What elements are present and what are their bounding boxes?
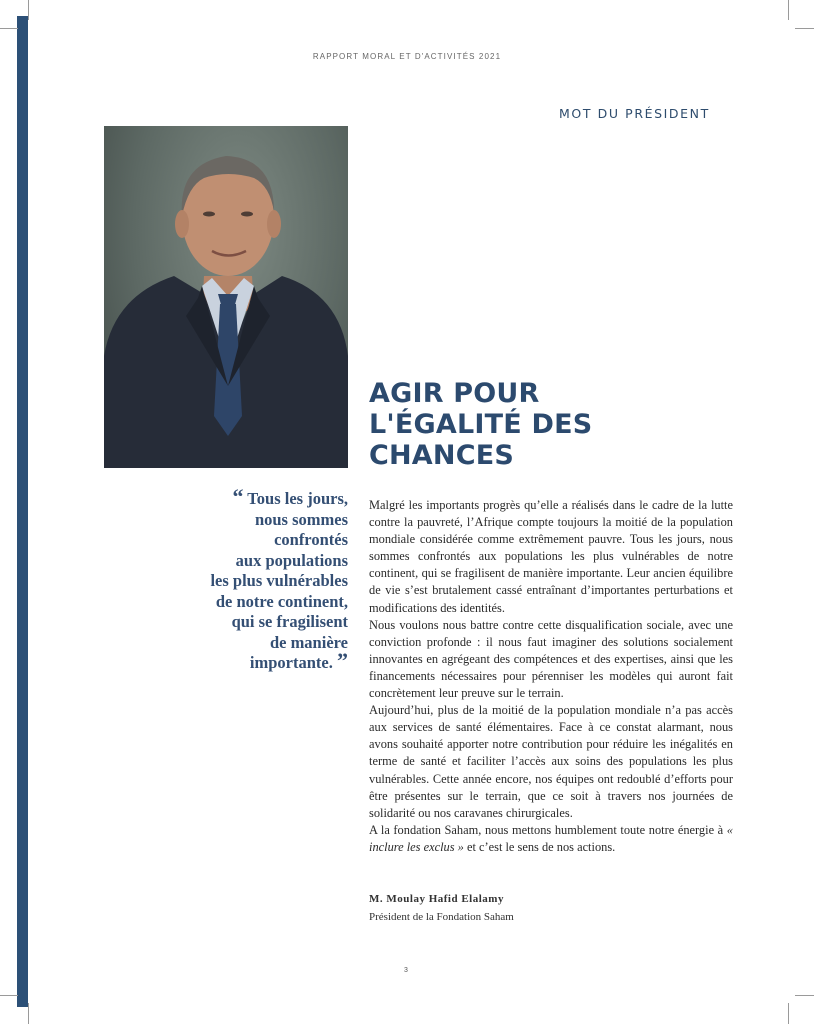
paragraph: Nous voulons nous battre contre cette disqualification sociale, avec une conviction profonde : il nous faut imaginer des solutions socialement innovantes en agrégeant des compétences et des expertises, ainsi que les financements nécessaires pour pérenniser les modèles qui auront fait concrètement leur preuve sur le terrain.: [369, 617, 733, 701]
headline-line-2: L'ÉGALITÉ DES: [369, 409, 593, 440]
pullquote-line: importante.: [249, 653, 333, 672]
paragraph: Malgré les importants progrès qu’elle a réalisés dans le cadre de la lutte contre la pauvreté, l’Afrique compte toujours la moitié de la population mondiale considérée comme extrêmement pauvre. Tous les jours, nous sommes confrontés aux populations les plus vulnérables de notre continent, qui se fragilisent de manière importante. Leur ancien équilibre de vie s’est brutalement cassé entraînant d’importantes perturbations et modifications des identités.: [369, 498, 733, 615]
paragraph-text: et c’est le sens de nos actions.: [463, 839, 616, 854]
crop-mark-bottom-right-h: [795, 995, 814, 996]
pullquote-line: Tous les jours,: [247, 489, 348, 508]
crop-mark-bottom-right-v: [788, 1003, 789, 1024]
portrait-illustration: [104, 126, 348, 468]
crop-mark-top-right-v: [788, 0, 789, 20]
pullquote-line: les plus vulnérables: [210, 571, 348, 590]
crop-mark-top-left-h: [0, 28, 18, 29]
letter-body: [369, 497, 733, 856]
crop-mark-top-right-h: [795, 28, 814, 29]
headline-line-1: AGIR POUR: [369, 378, 540, 409]
pullquote-line: aux populations: [235, 550, 348, 570]
headline-line-3: CHANCES: [369, 440, 515, 471]
crop-mark-bottom-left-v: [28, 1003, 29, 1024]
headline: [369, 378, 592, 471]
section-label: MOT DU PRÉSIDENT: [559, 106, 710, 121]
paragraph-text: A la fondation Saham, nous mettons humblement toute notre énergie à: [369, 822, 727, 837]
president-portrait: [104, 126, 348, 468]
pullquote: [180, 484, 348, 674]
crop-mark-bottom-left-h: [0, 995, 18, 996]
close-quote-icon: ”: [337, 648, 348, 673]
paragraph: Aujourd’hui, plus de la moitié de la population mondiale n’a pas accès aux services de santé élémentaires. Face à ce constat alarmant, nous avons souhaité apporter notre contribution pour réduire les inégalités en terme de santé et faciliter l’accès aux soins des populations les plus vulnérables. Cette année encore, nos équipes ont redoublé d’efforts pour être présentes sur le terrain, que ce soit à travers nos journées de solidarité ou nos caravanes chirurgicales.: [369, 703, 733, 820]
signature-name: M. Moulay Hafid Elalamy: [369, 893, 504, 905]
signature-title: Président de la Fondation Saham: [369, 911, 514, 923]
pullquote-line: qui se fragilisent: [231, 612, 348, 631]
emphasis-quote: « inclure les exclus »: [369, 822, 733, 854]
pullquote-line: de manière: [269, 632, 348, 652]
side-accent-bar: [17, 16, 28, 1007]
crop-mark-top-left-v: [28, 0, 29, 20]
open-quote-icon: “: [232, 484, 244, 509]
page-number: 3: [404, 967, 408, 974]
pullquote-line: confrontés: [274, 530, 348, 549]
pullquote-line: nous sommes: [254, 509, 348, 529]
pullquote-line: de notre continent,: [215, 591, 348, 611]
paragraph: [369, 822, 733, 856]
running-header: RAPPORT MORAL ET D'ACTIVITÉS 2021: [312, 52, 502, 61]
